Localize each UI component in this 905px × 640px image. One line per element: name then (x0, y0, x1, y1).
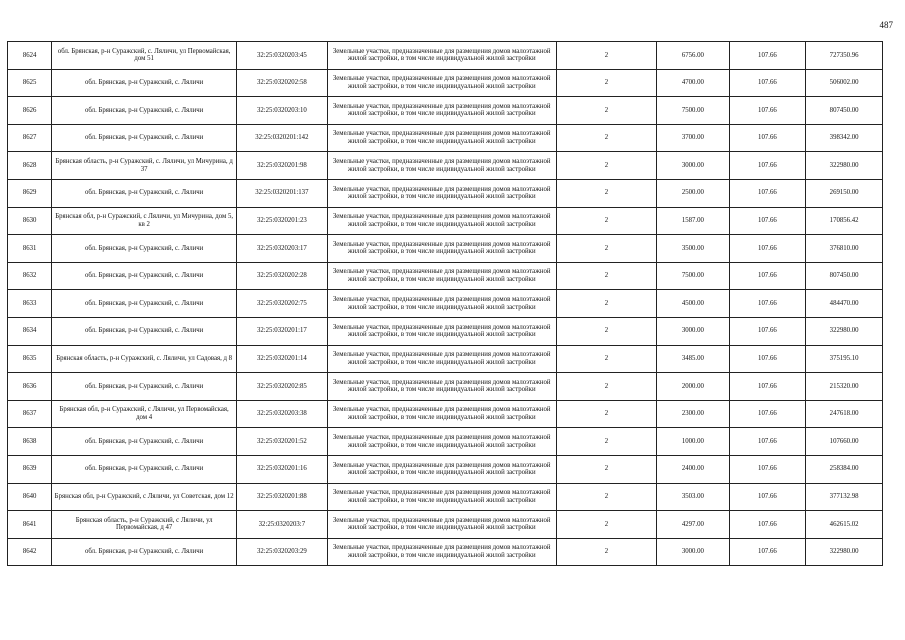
row-number: 8637 (8, 400, 52, 428)
cadastral-value-cell: 807450.00 (806, 97, 883, 125)
category-cell: 2 (556, 455, 656, 483)
cadastral-value-cell: 398342.00 (806, 124, 883, 152)
land-use-cell: Земельные участки, предназначенные для размещения домов малоэтажной жилой застройки, в том числе индивидуальной жилой застройки (327, 511, 556, 539)
area-cell: 3485.00 (657, 345, 729, 373)
land-use-cell: Земельные участки, предназначенные для размещения домов малоэтажной жилой застройки, в том числе индивидуальной жилой застройки (327, 290, 556, 318)
cadastral-value-cell: 215320.00 (806, 373, 883, 401)
table-row (8, 373, 883, 401)
area-cell: 3000.00 (657, 538, 729, 566)
land-use-cell: Земельные участки, предназначенные для размещения домов малоэтажной жилой застройки, в том числе индивидуальной жилой застройки (327, 373, 556, 401)
table-row (8, 538, 883, 566)
area-cell: 2000.00 (657, 373, 729, 401)
category-cell: 2 (556, 124, 656, 152)
address-cell: обл. Брянская, р-н Суражский, с. Ляличи (52, 428, 237, 456)
address-cell: обл. Брянская, р-н Суражский, с. Ляличи (52, 290, 237, 318)
area-cell: 3700.00 (657, 124, 729, 152)
land-use-cell: Земельные участки, предназначенные для размещения домов малоэтажной жилой застройки, в том числе индивидуальной жилой застройки (327, 69, 556, 97)
category-cell: 2 (556, 235, 656, 263)
cadastral-number-cell: 32:25:0320202:85 (237, 373, 328, 401)
row-number: 8638 (8, 428, 52, 456)
row-number: 8635 (8, 345, 52, 373)
address-cell: обл. Брянская, р-н Суражский, с. Ляличи, ул Первомайская, дом 51 (52, 42, 237, 70)
rate-cell: 107.66 (729, 235, 806, 263)
address-cell: обл. Брянская, р-н Суражский, с. Ляличи (52, 373, 237, 401)
address-cell: обл. Брянская, р-н Суражский, с. Ляличи (52, 69, 237, 97)
row-number: 8624 (8, 42, 52, 70)
table-row (8, 69, 883, 97)
rate-cell: 107.66 (729, 152, 806, 180)
category-cell: 2 (556, 317, 656, 345)
cadastral-value-cell: 506002.00 (806, 69, 883, 97)
address-cell: обл. Брянская, р-н Суражский, с. Ляличи (52, 235, 237, 263)
land-use-cell: Земельные участки, предназначенные для размещения домов малоэтажной жилой застройки, в том числе индивидуальной жилой застройки (327, 179, 556, 207)
area-cell: 3000.00 (657, 317, 729, 345)
category-cell: 2 (556, 152, 656, 180)
category-cell: 2 (556, 262, 656, 290)
area-cell: 7500.00 (657, 97, 729, 125)
rate-cell: 107.66 (729, 345, 806, 373)
cadastral-number-cell: 32:25:0320203:38 (237, 400, 328, 428)
address-cell: обл. Брянская, р-н Суражский, с. Ляличи (52, 97, 237, 125)
table-body (8, 42, 883, 566)
address-cell: обл. Брянская, р-н Суражский, с. Ляличи (52, 455, 237, 483)
cadastral-number-cell: 32:25:0320201:17 (237, 317, 328, 345)
table-row (8, 42, 883, 70)
row-number: 8627 (8, 124, 52, 152)
cadastral-number-cell: 32:25:0320201:88 (237, 483, 328, 511)
table-row (8, 290, 883, 318)
cadastral-number-cell: 32:25:0320203:10 (237, 97, 328, 125)
cadastral-value-cell: 269150.00 (806, 179, 883, 207)
cadastral-value-cell: 807450.00 (806, 262, 883, 290)
land-use-cell: Земельные участки, предназначенные для размещения домов малоэтажной жилой застройки, в том числе индивидуальной жилой застройки (327, 42, 556, 70)
row-number: 8625 (8, 69, 52, 97)
category-cell: 2 (556, 373, 656, 401)
table-row (8, 207, 883, 235)
cadastral-value-cell: 375195.10 (806, 345, 883, 373)
table-row (8, 179, 883, 207)
land-use-cell: Земельные участки, предназначенные для размещения домов малоэтажной жилой застройки, в том числе индивидуальной жилой застройки (327, 207, 556, 235)
address-cell: Брянская обл, р-н Суражский, с Ляличи, ул Советская, дом 12 (52, 483, 237, 511)
area-cell: 3503.00 (657, 483, 729, 511)
area-cell: 2300.00 (657, 400, 729, 428)
cadastral-value-cell: 322980.00 (806, 317, 883, 345)
land-use-cell: Земельные участки, предназначенные для размещения домов малоэтажной жилой застройки, в том числе индивидуальной жилой застройки (327, 97, 556, 125)
land-use-cell: Земельные участки, предназначенные для размещения домов малоэтажной жилой застройки, в том числе индивидуальной жилой застройки (327, 428, 556, 456)
cadastral-number-cell: 32:25:0320202:75 (237, 290, 328, 318)
cadastral-number-cell: 32:25:0320201:52 (237, 428, 328, 456)
area-cell: 3500.00 (657, 235, 729, 263)
land-use-cell: Земельные участки, предназначенные для размещения домов малоэтажной жилой застройки, в том числе индивидуальной жилой застройки (327, 262, 556, 290)
rate-cell: 107.66 (729, 179, 806, 207)
rate-cell: 107.66 (729, 511, 806, 539)
category-cell: 2 (556, 511, 656, 539)
land-use-cell: Земельные участки, предназначенные для размещения домов малоэтажной жилой застройки, в том числе индивидуальной жилой застройки (327, 538, 556, 566)
table-row (8, 400, 883, 428)
rate-cell: 107.66 (729, 97, 806, 125)
cadastral-number-cell: 32:25:0320203:29 (237, 538, 328, 566)
table-row (8, 97, 883, 125)
land-use-cell: Земельные участки, предназначенные для размещения домов малоэтажной жилой застройки, в том числе индивидуальной жилой застройки (327, 124, 556, 152)
land-use-cell: Земельные участки, предназначенные для размещения домов малоэтажной жилой застройки, в том числе индивидуальной жилой застройки (327, 455, 556, 483)
rate-cell: 107.66 (729, 262, 806, 290)
land-use-cell: Земельные участки, предназначенные для размещения домов малоэтажной жилой застройки, в том числе индивидуальной жилой застройки (327, 400, 556, 428)
area-cell: 7500.00 (657, 262, 729, 290)
cadastral-number-cell: 32:25:0320201:14 (237, 345, 328, 373)
row-number: 8639 (8, 455, 52, 483)
rate-cell: 107.66 (729, 428, 806, 456)
row-number: 8634 (8, 317, 52, 345)
row-number: 8633 (8, 290, 52, 318)
area-cell: 6756.00 (657, 42, 729, 70)
cadastral-number-cell: 32:25:0320201:142 (237, 124, 328, 152)
category-cell: 2 (556, 97, 656, 125)
rate-cell: 107.66 (729, 290, 806, 318)
table-row (8, 428, 883, 456)
cadastral-value-cell: 258384.00 (806, 455, 883, 483)
cadastral-number-cell: 32:25:0320201:137 (237, 179, 328, 207)
land-use-cell: Земельные участки, предназначенные для размещения домов малоэтажной жилой застройки, в том числе индивидуальной жилой застройки (327, 152, 556, 180)
area-cell: 4700.00 (657, 69, 729, 97)
address-cell: Брянская область, р-н Суражский, с Ляличи, ул Первомайская, д 47 (52, 511, 237, 539)
cadastral-value-cell: 484470.00 (806, 290, 883, 318)
row-number: 8630 (8, 207, 52, 235)
row-number: 8636 (8, 373, 52, 401)
page-number: 487 (879, 20, 893, 30)
rate-cell: 107.66 (729, 400, 806, 428)
cadastral-value-cell: 727350.96 (806, 42, 883, 70)
address-cell: Брянская обл, р-н Суражский, с Ляличи, ул Мичурина, дом 5, кв 2 (52, 207, 237, 235)
rate-cell: 107.66 (729, 207, 806, 235)
cadastral-number-cell: 32:25:0320201:23 (237, 207, 328, 235)
category-cell: 2 (556, 428, 656, 456)
rate-cell: 107.66 (729, 455, 806, 483)
area-cell: 1000.00 (657, 428, 729, 456)
rate-cell: 107.66 (729, 42, 806, 70)
table-row (8, 511, 883, 539)
area-cell: 2400.00 (657, 455, 729, 483)
table-row (8, 345, 883, 373)
address-cell: обл. Брянская, р-н Суражский, с. Ляличи (52, 262, 237, 290)
cadastral-value-cell: 322980.00 (806, 152, 883, 180)
row-number: 8640 (8, 483, 52, 511)
cadastral-value-cell: 170856.42 (806, 207, 883, 235)
cadastral-number-cell: 32:25:0320203:17 (237, 235, 328, 263)
land-use-cell: Земельные участки, предназначенные для размещения домов малоэтажной жилой застройки, в том числе индивидуальной жилой застройки (327, 483, 556, 511)
table-row (8, 317, 883, 345)
row-number: 8632 (8, 262, 52, 290)
category-cell: 2 (556, 290, 656, 318)
address-cell: Брянская обл, р-н Суражский, с Ляличи, ул Первомайская, дом 4 (52, 400, 237, 428)
table-row (8, 235, 883, 263)
cadastral-value-cell: 462615.02 (806, 511, 883, 539)
rate-cell: 107.66 (729, 124, 806, 152)
cadastral-value-cell: 247618.00 (806, 400, 883, 428)
category-cell: 2 (556, 207, 656, 235)
cadastral-value-cell: 322980.00 (806, 538, 883, 566)
cadastral-number-cell: 32:25:0320203:7 (237, 511, 328, 539)
category-cell: 2 (556, 345, 656, 373)
row-number: 8641 (8, 511, 52, 539)
address-cell: обл. Брянская, р-н Суражский, с. Ляличи (52, 179, 237, 207)
category-cell: 2 (556, 400, 656, 428)
row-number: 8629 (8, 179, 52, 207)
row-number: 8628 (8, 152, 52, 180)
cadastral-value-cell: 107660.00 (806, 428, 883, 456)
address-cell: Брянская область, р-н Суражский, с. Ляличи, ул Садовая, д 8 (52, 345, 237, 373)
cadastral-number-cell: 32:25:0320201:98 (237, 152, 328, 180)
cadastral-number-cell: 32:25:0320202:58 (237, 69, 328, 97)
rate-cell: 107.66 (729, 483, 806, 511)
land-use-cell: Земельные участки, предназначенные для размещения домов малоэтажной жилой застройки, в том числе индивидуальной жилой застройки (327, 235, 556, 263)
address-cell: обл. Брянская, р-н Суражский, с. Ляличи (52, 124, 237, 152)
land-registry-table (7, 41, 883, 566)
cadastral-number-cell: 32:25:0320202:28 (237, 262, 328, 290)
cadastral-value-cell: 377132.98 (806, 483, 883, 511)
category-cell: 2 (556, 179, 656, 207)
address-cell: Брянская область, р-н Суражский, с. Ляличи, ул Мичурина, д 37 (52, 152, 237, 180)
rate-cell: 107.66 (729, 538, 806, 566)
cadastral-value-cell: 376810.00 (806, 235, 883, 263)
rate-cell: 107.66 (729, 373, 806, 401)
cadastral-number-cell: 32:25:0320201:16 (237, 455, 328, 483)
address-cell: обл. Брянская, р-н Суражский, с. Ляличи (52, 538, 237, 566)
table-row (8, 483, 883, 511)
table-row (8, 124, 883, 152)
address-cell: обл. Брянская, р-н Суражский, с. Ляличи (52, 317, 237, 345)
table-row (8, 262, 883, 290)
category-cell: 2 (556, 483, 656, 511)
area-cell: 4500.00 (657, 290, 729, 318)
rate-cell: 107.66 (729, 317, 806, 345)
row-number: 8626 (8, 97, 52, 125)
row-number: 8631 (8, 235, 52, 263)
area-cell: 4297.00 (657, 511, 729, 539)
rate-cell: 107.66 (729, 69, 806, 97)
table-row (8, 152, 883, 180)
area-cell: 3000.00 (657, 152, 729, 180)
category-cell: 2 (556, 69, 656, 97)
area-cell: 1587.00 (657, 207, 729, 235)
cadastral-number-cell: 32:25:0320203:45 (237, 42, 328, 70)
table-row (8, 455, 883, 483)
area-cell: 2500.00 (657, 179, 729, 207)
land-use-cell: Земельные участки, предназначенные для размещения домов малоэтажной жилой застройки, в том числе индивидуальной жилой застройки (327, 317, 556, 345)
land-use-cell: Земельные участки, предназначенные для размещения домов малоэтажной жилой застройки, в том числе индивидуальной жилой застройки (327, 345, 556, 373)
category-cell: 2 (556, 538, 656, 566)
category-cell: 2 (556, 42, 656, 70)
row-number: 8642 (8, 538, 52, 566)
